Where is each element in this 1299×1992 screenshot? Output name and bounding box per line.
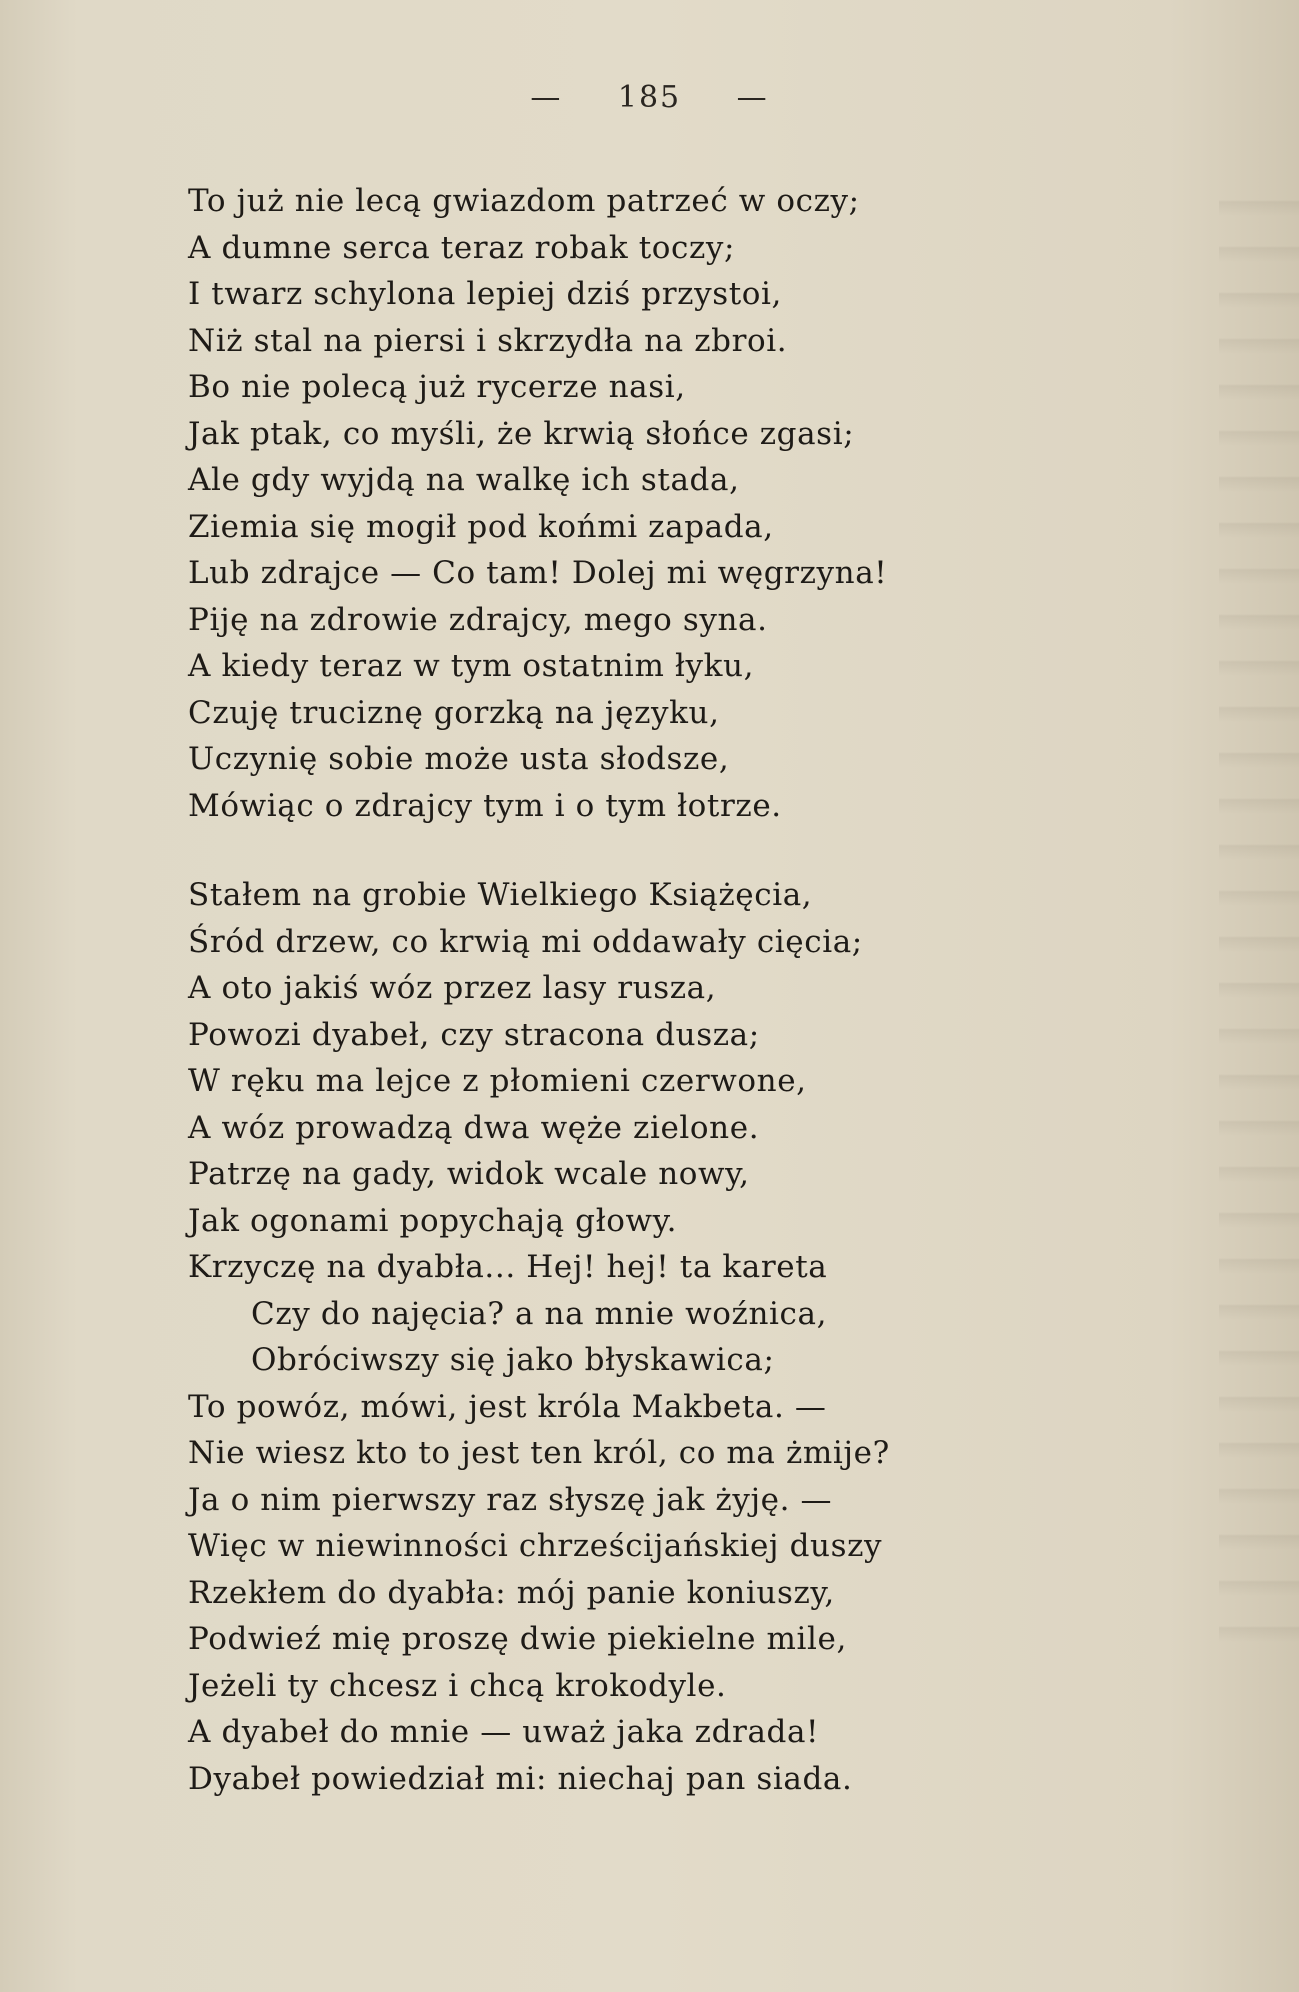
verse-line: I twarz schylona lepiej dziś przystoi, [188, 276, 782, 312]
verse-line: Śród drzew, co krwią mi oddawały cięcia; [188, 923, 863, 960]
verse-line: Czuję truciznę gorzką na języku, [188, 694, 720, 731]
verse-line: A dumne serca teraz robak toczy; [188, 229, 736, 266]
verse-line: Ja o nim pierwszy raz słyszę jak żyję. — [188, 1481, 833, 1518]
verse-line: Więc w niewinności chrześcijańskiej duszy [188, 1528, 883, 1564]
verse-line: W ręku ma lejce z płomieni czerwone, [188, 1063, 807, 1099]
verse-line: Stałem na grobie Wielkiego Książęcia, [188, 877, 813, 913]
header-dash-left: — [530, 80, 563, 115]
verse-line: Uczynię sobie może usta słodsze, [188, 741, 730, 777]
verse-line: Obróciwszy się jako błyskawica; [251, 1342, 775, 1378]
verse-line: Niż stal na piersi i skrzydła na zbroi. [188, 322, 788, 359]
header-dash-right: — [736, 80, 769, 115]
verse-line: Ale gdy wyjdą na walkę ich stada, [188, 462, 740, 498]
verse-line: Bo nie polecą już rycerze nasi, [188, 369, 686, 405]
verse-line: A wóz prowadzą dwa węże zielone. [188, 1109, 760, 1146]
verse-line: A dyabeł do mnie — uważ jaka zdrada! [188, 1714, 820, 1750]
verse-line: Czy do najęcia? a na mnie woźnica, [251, 1295, 828, 1332]
verse-line: Krzyczę na dyabła... Hej! hej! ta kareta [188, 1249, 828, 1285]
verse-line: Jeżeli ty chcesz i chcą krokodyle. [188, 1667, 727, 1704]
page-header [0, 80, 1299, 115]
stanza-2 [188, 872, 1248, 1802]
verse-line: Dyabeł powiedział mi: niechaj pan siada. [188, 1760, 853, 1797]
verse-line: To powóz, mówi, jest króla Makbeta. — [188, 1388, 827, 1425]
verse-line: A oto jakiś wóz przez lasy rusza, [188, 970, 717, 1006]
verse-line: Mówiąc o zdrajcy tym i o tym łotrze. [188, 787, 782, 824]
poem-body [188, 178, 1248, 1802]
verse-line: Jak ogonami popychają głowy. [188, 1202, 678, 1239]
verse-line: Podwieź mię proszę dwie piekielne mile, [188, 1621, 847, 1657]
verse-line: Piję na zdrowie zdrajcy, mego syna. [188, 601, 768, 638]
verse-line: Powozi dyabeł, czy stracona dusza; [188, 1016, 760, 1053]
stanza-1 [188, 178, 1248, 829]
verse-line: Lub zdrajce — Co tam! Dolej mi węgrzyna! [188, 555, 888, 591]
verse-line: Patrzę na gady, widok wcale nowy, [188, 1156, 750, 1192]
verse-line: A kiedy teraz w tym ostatnim łyku, [188, 648, 755, 684]
verse-line: To już nie lecą gwiazdom patrzeć w oczy; [188, 183, 860, 219]
verse-line: Ziemia się mogił pod końmi zapada, [188, 508, 774, 545]
verse-line: Jak ptak, co myśli, że krwią słońce zgasi; [188, 415, 855, 452]
verse-line: Nie wiesz kto to jest ten król, co ma żmije? [188, 1435, 890, 1471]
page-number: 185 [617, 80, 682, 115]
verse-line: Rzekłem do dyabła: mój panie koniuszy, [188, 1574, 835, 1611]
